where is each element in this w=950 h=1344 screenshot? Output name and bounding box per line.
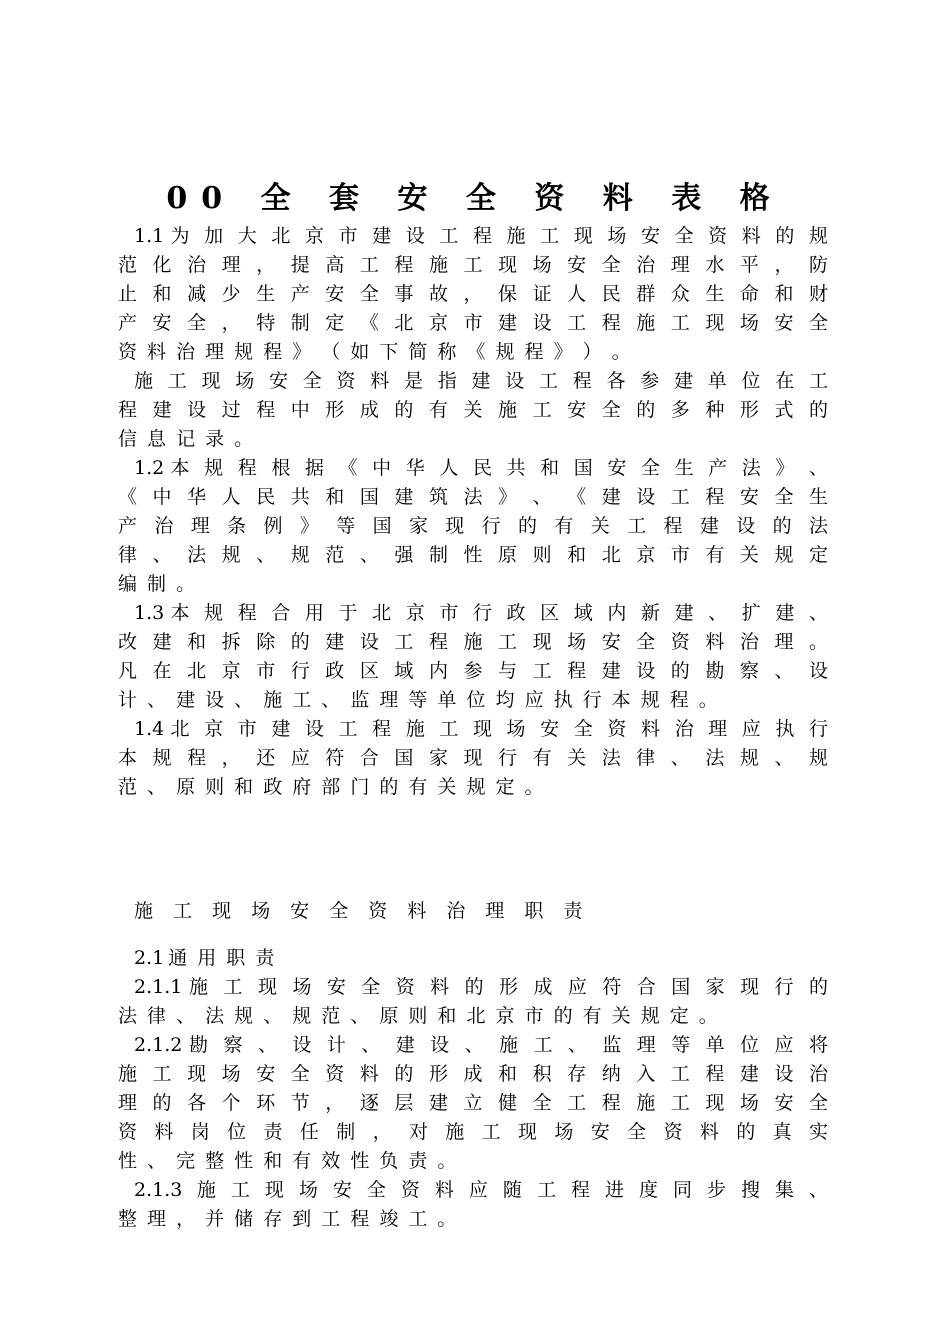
text-line xyxy=(118,367,830,396)
line-text: 施 工 现 场 安 全 资 料 的 形 成 应 符 合 国 家 现 行 的 xyxy=(186,976,830,998)
text-line xyxy=(118,686,830,715)
text-line xyxy=(118,280,830,309)
line-text: 施 工 现 场 安 全 资 料 是 指 建 设 工 程 各 参 建 单 位 在 工 xyxy=(134,370,830,392)
line-text: 理 的 各 个 环 节 ， 逐 层 建 立 健 全 工 程 施 工 现 场 安 全 xyxy=(118,1092,830,1114)
text-line xyxy=(118,1147,830,1176)
line-text: 改 建 和 拆 除 的 建 设 工 程 施 工 现 场 安 全 资 料 治 理 。 xyxy=(118,631,830,653)
text-line xyxy=(118,628,830,657)
line-text: 计 、 建 设 、 施 工 、 监 理 等 单 位 均 应 执 行 本 规 程 。 xyxy=(118,689,720,711)
clause-number: 2.1 xyxy=(134,947,165,969)
line-text: 法 律 、 法 规 、 规 范 、 原 则 和 北 京 市 的 有 关 规 定 。 xyxy=(118,1005,720,1027)
line-text: 凡 在 北 京 市 行 政 区 域 内 参 与 工 程 建 设 的 勘 察 、 设 xyxy=(118,660,830,682)
text-line xyxy=(118,222,830,251)
text-line xyxy=(118,657,830,686)
clause-number: 2.1.2 xyxy=(134,1034,183,1056)
clause-number: 1.2 xyxy=(134,457,165,479)
line-text: 资 料 岗 位 责 任 制 ， 对 施 工 现 场 安 全 资 料 的 真 实 xyxy=(118,1121,830,1143)
line-text: 本 规 程 根 据 《 中 华 人 民 共 和 国 安 全 生 产 法 》 、 xyxy=(168,457,830,479)
section-1-body xyxy=(118,222,830,802)
clause-number: 1.1 xyxy=(134,225,165,247)
text-line xyxy=(118,944,830,973)
text-line xyxy=(118,1031,830,1060)
line-text: 施 工 现 场 安 全 资 料 应 随 工 程 进 度 同 步 搜 集 、 xyxy=(186,1179,830,1201)
line-text: 资 料 治 理 规 程 》 （ 如 下 简 称 《 规 程 》 ） 。 xyxy=(118,341,633,363)
text-line xyxy=(118,1205,830,1234)
text-line xyxy=(118,744,830,773)
text-line xyxy=(118,715,830,744)
section-2-body xyxy=(118,944,830,1234)
line-text: 通 用 职 责 xyxy=(168,947,277,969)
line-text: 范 、 原 则 和 政 府 部 门 的 有 关 规 定 。 xyxy=(118,776,546,798)
clause-number: 2.1.3 xyxy=(134,1179,183,1201)
line-text: 性 、 完 整 性 和 有 效 性 负 责 。 xyxy=(118,1150,459,1172)
clause-number: 1.4 xyxy=(134,718,165,740)
line-text: 产 安 全 ， 特 制 定 《 北 京 市 建 设 工 程 施 工 现 场 安 全 xyxy=(118,312,830,334)
text-line xyxy=(118,396,830,425)
line-text: 范 化 治 理 ， 提 高 工 程 施 工 现 场 安 全 治 理 水 平 ， 防 xyxy=(118,254,830,276)
line-text: 整 理 ， 并 储 存 到 工 程 竣 工 。 xyxy=(118,1208,459,1230)
line-text: 本 规 程 ， 还 应 符 合 国 家 现 行 有 关 法 律 、 法 规 、 规 xyxy=(118,747,830,769)
text-line xyxy=(118,1118,830,1147)
text-line xyxy=(118,1089,830,1118)
text-line xyxy=(118,1176,830,1205)
text-line xyxy=(118,773,830,802)
line-text: 《 中 华 人 民 共 和 国 建 筑 法 》 、 《 建 设 工 程 安 全 生 xyxy=(118,486,830,508)
section-2-heading: 施 工 现 场 安 全 资 料 治 理 职 责 xyxy=(134,900,590,922)
text-line xyxy=(118,454,830,483)
line-text: 施 工 现 场 安 全 资 料 的 形 成 和 积 存 纳 入 工 程 建 设 治 xyxy=(118,1063,830,1085)
text-line xyxy=(118,338,830,367)
text-line xyxy=(118,570,830,599)
line-text: 律 、 法 规 、 规 范 、 强 制 性 原 则 和 北 京 市 有 关 规 定 xyxy=(118,544,830,566)
text-line xyxy=(118,309,830,338)
text-line xyxy=(118,1002,830,1031)
line-text: 勘 察 、 设 计 、 建 设 、 施 工 、 监 理 等 单 位 应 将 xyxy=(186,1034,830,1056)
line-text: 信 息 记 录 。 xyxy=(118,428,256,450)
line-text: 本 规 程 合 用 于 北 京 市 行 政 区 域 内 新 建 、 扩 建 、 xyxy=(168,602,830,624)
clause-number: 1.3 xyxy=(134,602,165,624)
line-text: 编 制 。 xyxy=(118,573,198,595)
line-text: 为 加 大 北 京 市 建 设 工 程 施 工 现 场 安 全 资 料 的 规 xyxy=(168,225,830,247)
document-title: 00 全 套 安 全 资 料 表 格 xyxy=(166,181,784,216)
text-line xyxy=(118,1060,830,1089)
line-text: 北 京 市 建 设 工 程 施 工 现 场 安 全 资 料 治 理 应 执 行 xyxy=(168,718,830,740)
text-line xyxy=(118,599,830,628)
text-line xyxy=(118,251,830,280)
line-text: 产 治 理 条 例 》 等 国 家 现 行 的 有 关 工 程 建 设 的 法 xyxy=(118,515,830,537)
text-line xyxy=(118,512,830,541)
text-line xyxy=(118,973,830,1002)
line-text: 程 建 设 过 程 中 形 成 的 有 关 施 工 安 全 的 多 种 形 式 的 xyxy=(118,399,830,421)
text-line xyxy=(118,425,830,454)
text-line xyxy=(118,541,830,570)
line-text: 止 和 减 少 生 产 安 全 事 故 ， 保 证 人 民 群 众 生 命 和 财 xyxy=(118,283,830,305)
text-line xyxy=(118,483,830,512)
clause-number: 2.1.1 xyxy=(134,976,183,998)
